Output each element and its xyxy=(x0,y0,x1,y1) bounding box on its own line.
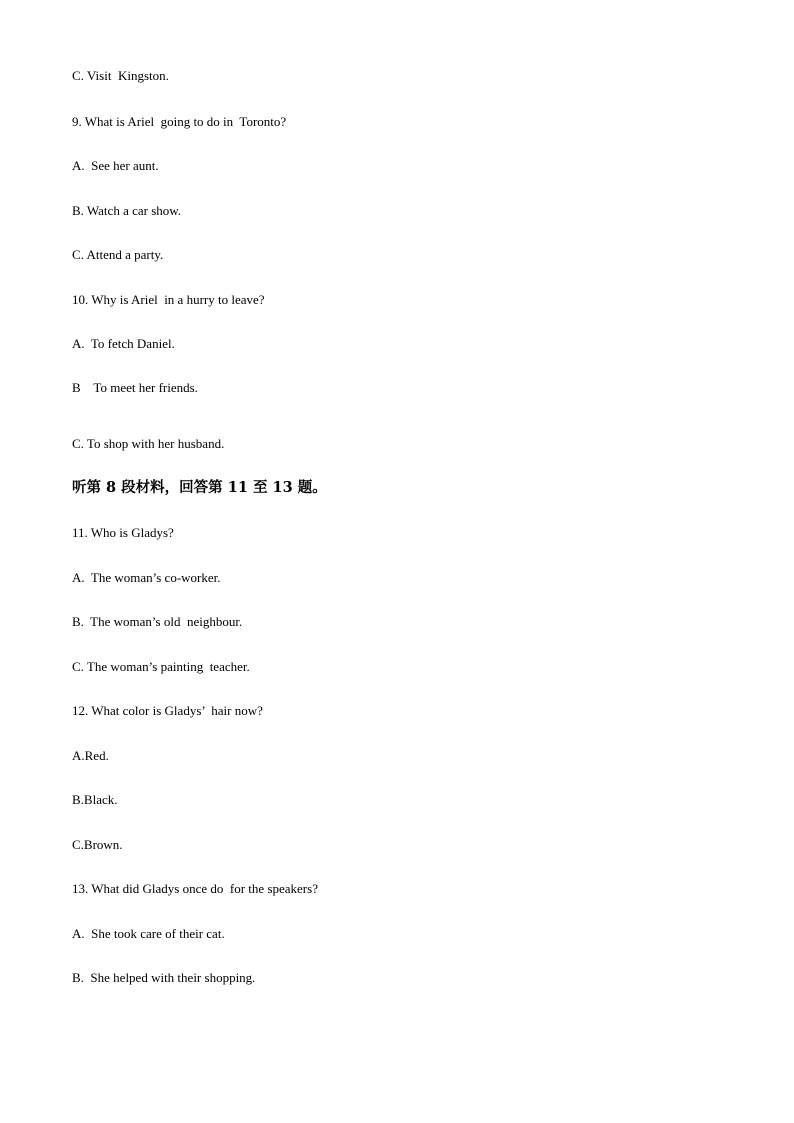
question-11-option-c: C. The woman’s painting teacher. xyxy=(72,659,250,674)
question-12-prompt: 12. What color is Gladys’ hair now? xyxy=(72,703,263,718)
question-9-option-c: C. Attend a party. xyxy=(72,247,164,262)
question-9-option-a: A. See her aunt. xyxy=(72,158,159,173)
question-11-option-b: B. The woman’s old neighbour. xyxy=(72,614,243,629)
question-8-option-c: C. Visit Kingston. xyxy=(72,68,169,83)
question-13-prompt: 13. What did Gladys once do for the speakers? xyxy=(72,881,318,896)
question-11-prompt: 11. Who is Gladys? xyxy=(72,525,174,540)
question-12-option-b: B.Black. xyxy=(72,792,118,807)
question-9-option-b: B. Watch a car show. xyxy=(72,203,182,218)
question-12-option-a: A.Red. xyxy=(72,748,109,763)
section-heading: 听第 8 段材料，回答第 11 至 13 题。 xyxy=(72,479,327,496)
question-10-option-c: C. To shop with her husband. xyxy=(72,436,225,451)
question-10-prompt: 10. Why is Ariel in a hurry to leave? xyxy=(72,292,265,307)
question-11-option-a: A. The woman’s co-worker. xyxy=(72,570,221,585)
question-10-option-b: B To meet her friends. xyxy=(72,380,198,395)
question-10-option-a: A. To fetch Daniel. xyxy=(72,336,175,351)
question-13-option-b: B. She helped with their shopping. xyxy=(72,970,256,985)
question-12-option-c: C.Brown. xyxy=(72,837,123,852)
question-13-option-a: A. She took care of their cat. xyxy=(72,926,225,941)
question-9-prompt: 9. What is Ariel going to do in Toronto? xyxy=(72,114,287,129)
